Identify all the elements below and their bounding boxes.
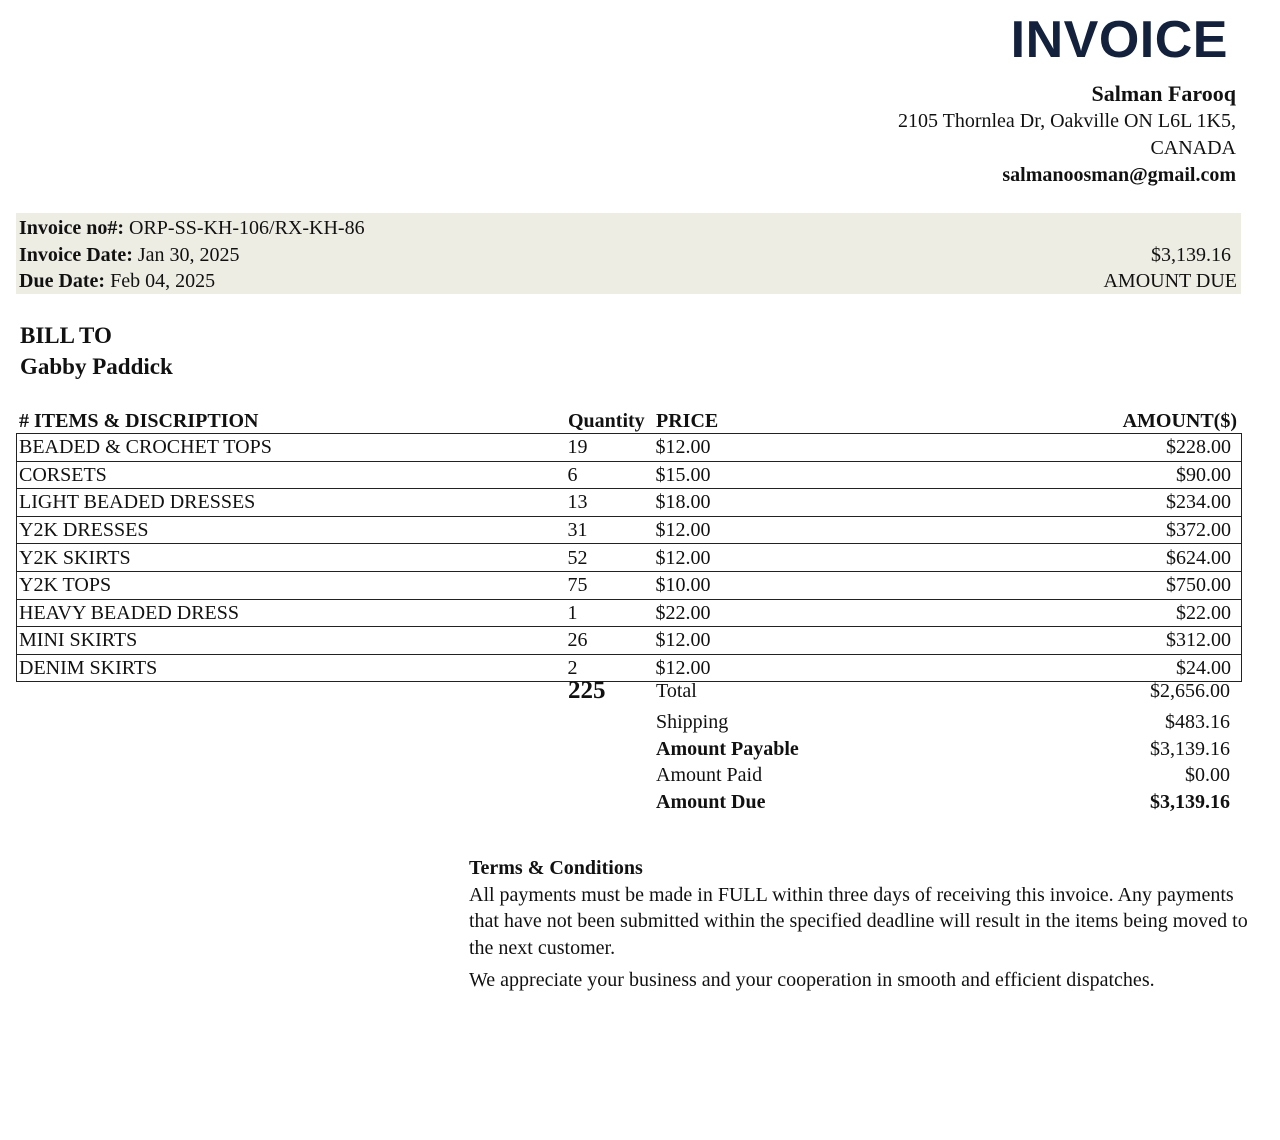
item-quantity: 6	[568, 461, 656, 489]
item-description: CORSETS	[17, 461, 568, 489]
item-price: $15.00	[656, 461, 956, 489]
seller-name: Salman Farooq	[1091, 81, 1236, 106]
item-description: DENIM SKIRTS	[17, 654, 568, 682]
item-price: $10.00	[656, 571, 956, 599]
invoice-title: INVOICE	[1010, 11, 1228, 69]
item-amount: $22.00	[956, 599, 1242, 627]
item-quantity: 31	[568, 516, 656, 544]
item-description: Y2K SKIRTS	[17, 544, 568, 572]
shipping-label: Shipping	[656, 711, 729, 733]
item-price: $22.00	[656, 599, 956, 627]
table-row	[17, 627, 1242, 655]
column-header-amount: AMOUNT($)	[1122, 410, 1237, 432]
item-quantity: 75	[568, 571, 656, 599]
bill-to-heading: BILL TO	[20, 323, 112, 348]
seller-address-line2: CANADA	[1150, 137, 1236, 159]
table-row	[17, 434, 1242, 462]
invoice-date-line	[19, 242, 240, 268]
item-quantity: 13	[568, 489, 656, 517]
column-header-price: PRICE	[656, 410, 719, 432]
shipping-value: $483.16	[1165, 711, 1230, 733]
amount-payable-value: $3,139.16	[1150, 738, 1230, 760]
item-description: HEAVY BEADED DRESS	[17, 599, 568, 627]
table-row	[17, 599, 1242, 627]
invoice-date-label: Invoice Date:	[19, 244, 133, 266]
total-label: Total	[656, 680, 697, 702]
seller-address-line1: 2105 Thornlea Dr, Oakville ON L6L 1K5,	[897, 110, 1236, 132]
item-amount: $750.00	[956, 571, 1242, 599]
item-quantity: 2	[568, 654, 656, 682]
terms-section	[469, 855, 1249, 994]
items-table	[16, 433, 1242, 682]
total-quantity: 225	[568, 677, 606, 704]
item-price: $12.00	[656, 516, 956, 544]
item-price: $12.00	[656, 544, 956, 572]
item-quantity: 19	[568, 434, 656, 462]
terms-body: All payments must be made in FULL within three days of receiving this invoice. Any payments that have not been submitted within the specified deadline will result in the items being moved to the next customer.	[469, 883, 1248, 959]
item-amount: $372.00	[956, 516, 1242, 544]
column-header-quantity: Quantity	[568, 410, 645, 432]
invoice-date-value: Jan 30, 2025	[137, 244, 240, 266]
info-amount-due-label: AMOUNT DUE	[1103, 270, 1237, 292]
item-description: BEADED & CROCHET TOPS	[17, 434, 568, 462]
item-amount: $90.00	[956, 461, 1242, 489]
terms-heading: Terms & Conditions	[469, 857, 643, 879]
table-row	[17, 461, 1242, 489]
item-quantity: 26	[568, 627, 656, 655]
item-description: LIGHT BEADED DRESSES	[17, 489, 568, 517]
item-amount: $624.00	[956, 544, 1242, 572]
total-value: $2,656.00	[1150, 680, 1230, 702]
items-table-header	[16, 408, 1241, 434]
item-price: $12.00	[656, 627, 956, 655]
item-amount: $312.00	[956, 627, 1242, 655]
due-date-value: Feb 04, 2025	[110, 270, 216, 292]
item-description: MINI SKIRTS	[17, 627, 568, 655]
item-amount: $234.00	[956, 489, 1242, 517]
amount-paid-value: $0.00	[1185, 764, 1230, 786]
invoice-number-value: ORP-SS-KH-106/RX-KH-86	[129, 217, 365, 239]
invoice-info-band	[16, 213, 1241, 294]
invoice-number-line	[19, 215, 365, 241]
terms-note: We appreciate your business and your cooperation in smooth and efficient dispatches.	[469, 969, 1155, 991]
table-row	[17, 544, 1242, 572]
item-amount: $228.00	[956, 434, 1242, 462]
table-row	[17, 571, 1242, 599]
amount-due-value: $3,139.16	[1150, 791, 1230, 813]
due-date-line	[19, 268, 215, 294]
item-amount: $24.00	[956, 654, 1242, 682]
amount-payable-label: Amount Payable	[656, 738, 799, 760]
item-price: $18.00	[656, 489, 956, 517]
column-header-description: # ITEMS & DISCRIPTION	[19, 410, 259, 432]
seller-email: salmanoosman@gmail.com	[1002, 164, 1236, 186]
table-row	[17, 516, 1242, 544]
amount-paid-label: Amount Paid	[656, 764, 763, 786]
item-price: $12.00	[656, 654, 956, 682]
table-row	[17, 654, 1242, 682]
table-row	[17, 489, 1242, 517]
invoice-number-label: Invoice no#:	[19, 217, 124, 239]
due-date-label: Due Date:	[19, 270, 106, 292]
bill-to-name: Gabby Paddick	[20, 354, 173, 379]
item-description: Y2K TOPS	[17, 571, 568, 599]
info-amount-due-value: $3,139.16	[1151, 244, 1231, 266]
amount-due-label: Amount Due	[656, 791, 766, 813]
item-description: Y2K DRESSES	[17, 516, 568, 544]
item-quantity: 1	[568, 599, 656, 627]
seller-info	[898, 80, 1236, 189]
item-quantity: 52	[568, 544, 656, 572]
item-price: $12.00	[656, 434, 956, 462]
